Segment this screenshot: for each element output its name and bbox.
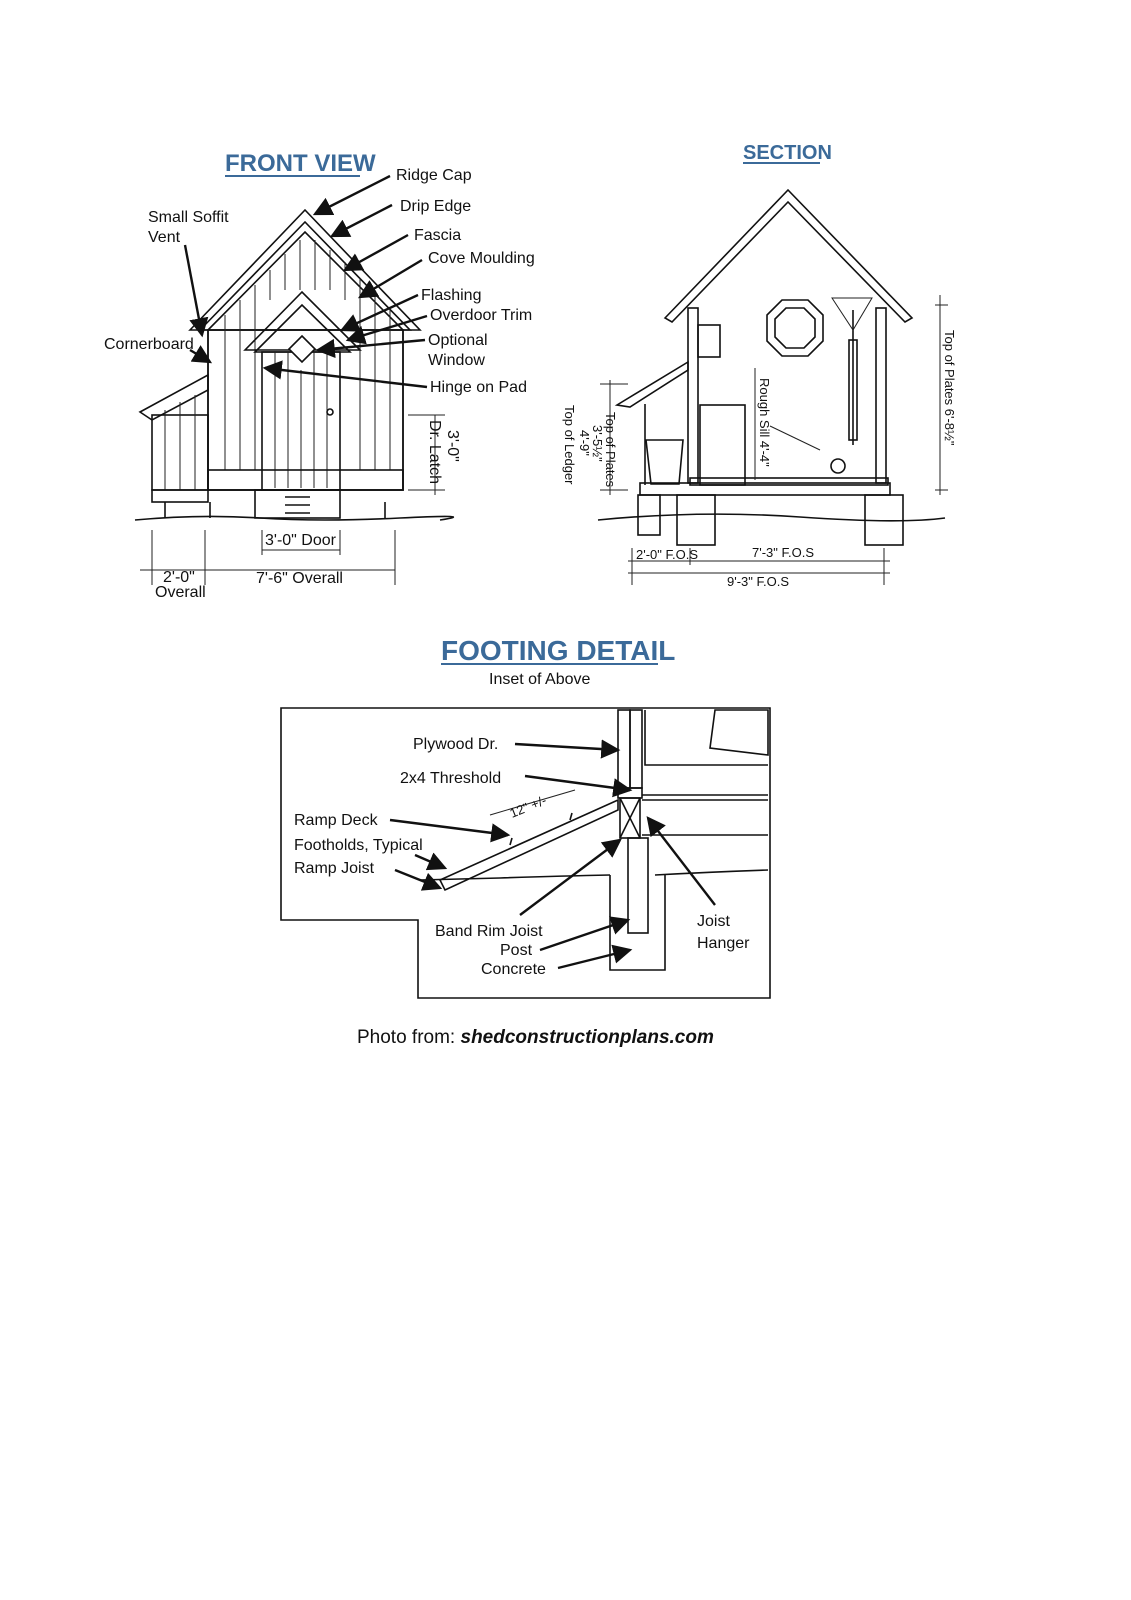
front-view-title: FRONT VIEW <box>225 150 376 177</box>
footing-detail-title: FOOTING DETAIL <box>441 635 676 666</box>
door-knob <box>327 409 333 415</box>
label-joist-hanger: Joist <box>697 913 730 930</box>
label-overdoor-trim: Overdoor Trim <box>430 307 533 324</box>
label-fos-right: 7'-3" F.O.S <box>752 545 815 560</box>
label-small-soffit-vent: Small Soffit <box>148 209 229 226</box>
label-flashing: Flashing <box>421 287 482 304</box>
photo-credit-prefix: Photo from: <box>357 1027 461 1048</box>
label-lean-to-overall: Overall <box>155 584 206 601</box>
section-title: SECTION <box>743 142 832 164</box>
label-fos-left: 2'-0" F.O.S <box>636 547 699 562</box>
footing-detail <box>281 635 770 998</box>
front-view-drawing <box>135 210 453 585</box>
label-door-latch: Dr. Latch <box>426 420 443 485</box>
label-door-latch-dim: 3'-0" <box>444 430 461 462</box>
photo-credit-source: shedconstructionplans.com <box>460 1027 714 1048</box>
label-joist-hanger-line2: Hanger <box>697 935 750 952</box>
label-optional-window-line2: Window <box>428 352 485 369</box>
label-cornerboard: Cornerboard <box>104 336 194 353</box>
label-top-of-plates-high: Top of Plates 6'-8½" <box>942 330 957 446</box>
label-threshold: 2x4 Threshold <box>400 770 502 787</box>
label-plywood-door: Plywood Dr. <box>413 736 499 753</box>
label-door-width: 3'-0" Door <box>265 532 336 549</box>
label-ramp-deck: Ramp Deck <box>294 812 378 829</box>
label-overall-width: 7'-6" Overall <box>256 570 343 587</box>
section-drawing <box>598 190 948 585</box>
label-ramp-joist: Ramp Joist <box>294 860 375 877</box>
photo-credit <box>357 1027 714 1048</box>
label-post: Post <box>500 942 533 959</box>
label-drip-edge: Drip Edge <box>400 198 472 215</box>
optional-window <box>289 336 315 362</box>
front-view <box>104 150 535 601</box>
label-top-of-plates-low: Top of Plates <box>603 412 618 488</box>
label-fos-total: 9'-3" F.O.S <box>727 574 790 589</box>
label-top-of-ledger: Top of Ledger <box>562 405 577 485</box>
label-fascia: Fascia <box>414 227 462 244</box>
footing-detail-subtitle: Inset of Above <box>489 671 591 688</box>
label-optional-window: Optional <box>428 332 488 349</box>
label-small-soffit-vent-line2: Vent <box>148 229 181 246</box>
label-lean-to-width: 2'-0" <box>163 569 195 586</box>
label-ledger-dim: 4'-9" <box>577 430 592 456</box>
section-view <box>562 142 957 589</box>
label-plates-low-dim: 3'-5½" <box>590 425 605 462</box>
label-spacing: 12" +/- <box>507 792 549 821</box>
label-cove-moulding: Cove Moulding <box>428 250 535 267</box>
label-footholds: Footholds, Typical <box>294 837 423 854</box>
label-band-rim-joist: Band Rim Joist <box>435 923 543 940</box>
label-ridge-cap: Ridge Cap <box>396 167 472 184</box>
label-rough-sill: Rough Sill 4'-4" <box>757 378 772 467</box>
label-concrete: Concrete <box>481 961 546 978</box>
label-hinge-on-pad: Hinge on Pad <box>430 379 527 396</box>
